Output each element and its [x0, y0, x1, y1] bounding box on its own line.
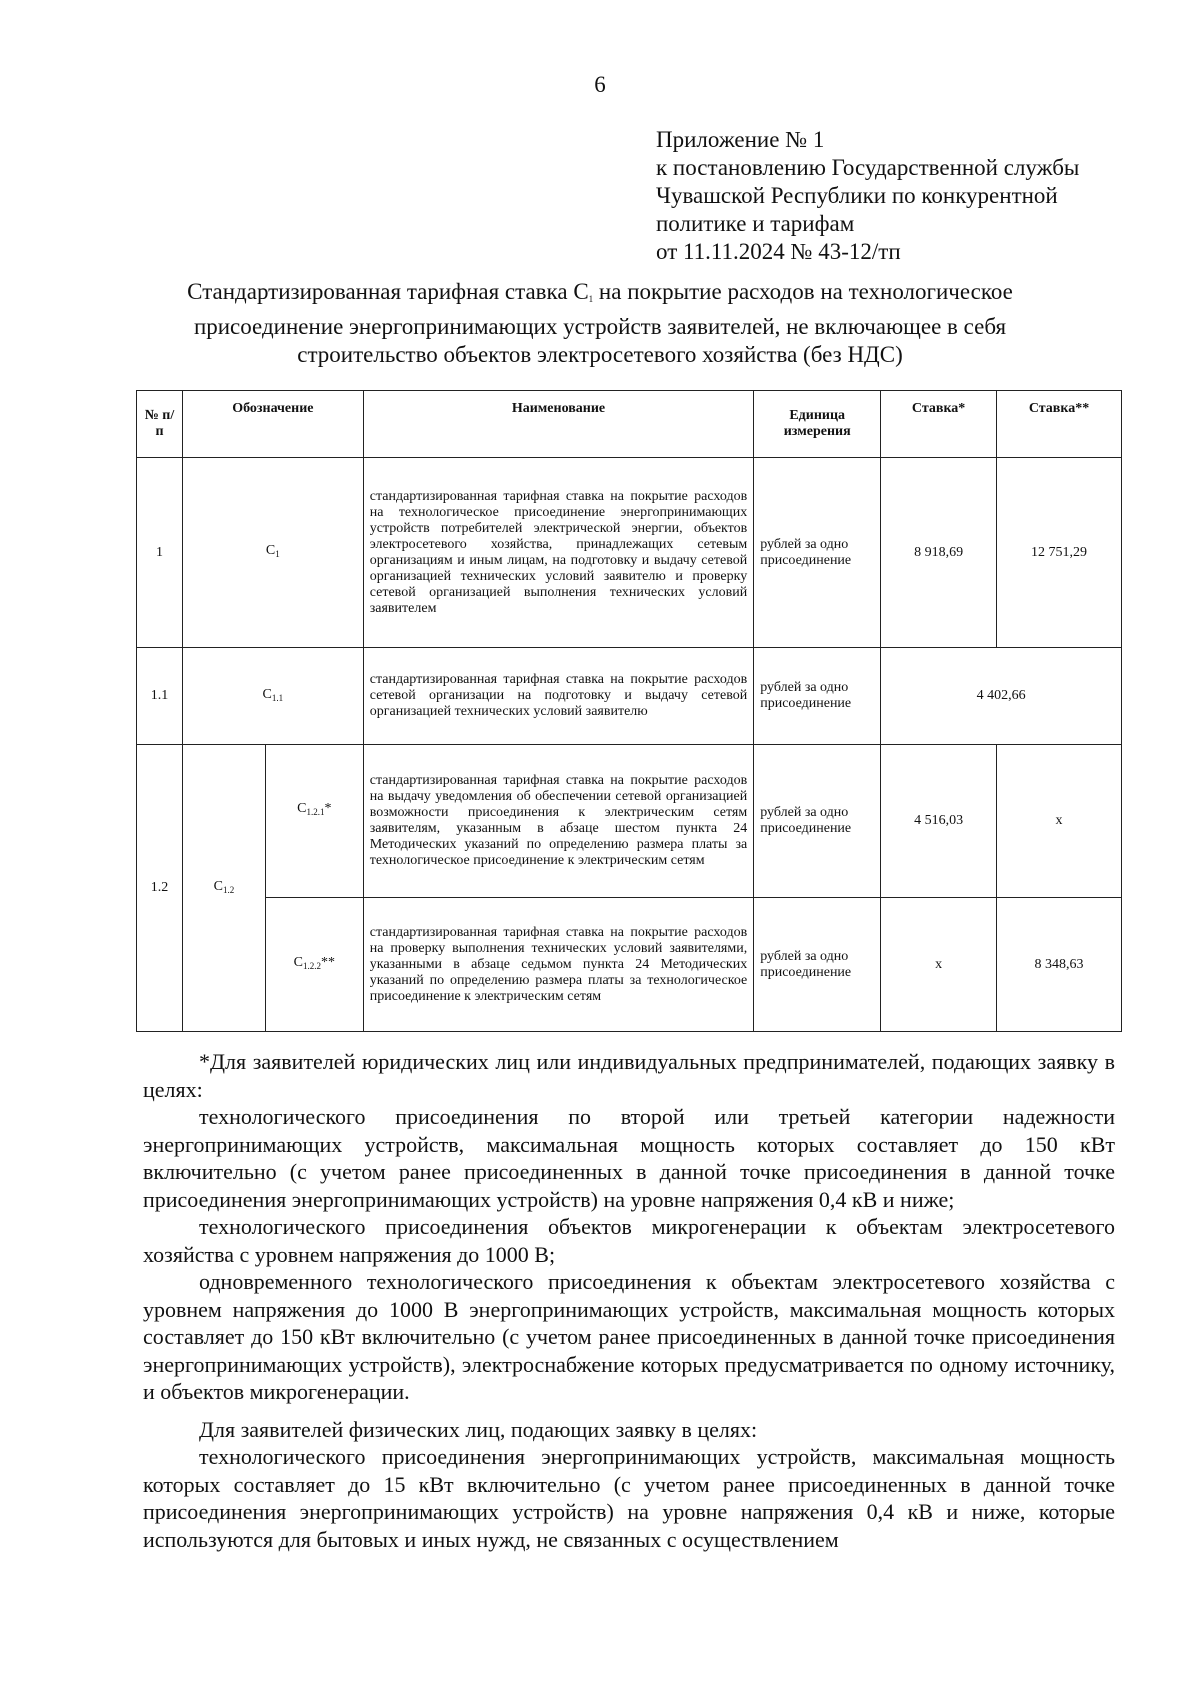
row-description: стандартизированная тарифная ставка на покрытие расходов сетевой организации на подготовку и выдачу сетевой организацией технических условий заявителю	[363, 648, 753, 745]
note-paragraph: технологического присоединения энергопринимающих устройств, максимальная мощность которых составляет до 15 кВт включительно (с учетом ранее присоединенных в данной точке присоединения энергопринимающих устройств) на уровне напряжения 0,4 кВ и ниже, которые используются для бытовых и иных нужд, не связанных с осуществлением	[143, 1444, 1115, 1552]
note-paragraph: Для заявителей физических лиц, подающих заявку в целях:	[199, 1416, 758, 1442]
header-rate1: Ставка*	[881, 391, 997, 458]
code-letter: С	[262, 686, 272, 702]
table-row	[137, 898, 1122, 1032]
table-row	[137, 458, 1122, 648]
table-header-row	[137, 391, 1122, 458]
row-rate-merged: 4 402,66	[881, 648, 1122, 745]
appendix-line: Чувашской Республики по конкурентной	[656, 183, 1058, 208]
header-unit: Единица измерения	[754, 391, 881, 458]
subrow-code	[265, 898, 363, 1032]
code-letter: С	[265, 543, 276, 558]
row-rate2: x	[997, 745, 1122, 898]
header-rate2: Ставка**	[997, 391, 1122, 458]
code-asterisk: *	[324, 801, 332, 816]
row-unit: рублей за одно присоединение	[754, 458, 881, 648]
code-subscript: 1.1	[271, 692, 284, 703]
footnotes	[143, 1048, 1115, 1553]
subrow-code	[265, 745, 363, 898]
header-designation: Обозначение	[182, 391, 363, 458]
code-letter: С	[213, 878, 223, 894]
row-description: стандартизированная тарифная ставка на покрытие расходов на технологическое присоединение энергопринимающих устройств потребителей электрической энергии, объектов электросетевого хозяйства, принадлежащих сетевым организациям и иным лицам, на подготовку и выдачу сетевой организацией технических условий заявителю и проверку сетевой организацией выполнения технических условий заявителем	[363, 458, 753, 648]
header-name: Наименование	[363, 391, 753, 458]
appendix-header	[656, 126, 1079, 266]
note-paragraph: технологического присоединения по второй или третьей категории надежности энергопринимающих устройств, максимальная мощность которых составляет до 150 кВт включительно (с учетом ранее присоединенных в данной точке присоединения в данной точке присоединения энергопринимающих устройств) на уровне напряжения 0,4 кВ и ниже;	[143, 1104, 1115, 1212]
note-paragraph: технологического присоединения объектов микрогенерации к объектам электросетевого хозяйства с уровнем напряжения до 1000 В;	[143, 1214, 1115, 1267]
code-letter: С	[297, 801, 307, 816]
header-num: № п/п	[137, 391, 183, 458]
appendix-line: к постановлению Государственной службы	[656, 155, 1080, 180]
row-description: стандартизированная тарифная ставка на покрытие расходов на проверку выполнения технических условий заявителями, указанными в абзаце седьмом пункта 24 Методических указаний по определению размера платы за технологическое присоединение к электрическим сетям	[363, 898, 753, 1032]
row-num: 1.2	[137, 745, 183, 1032]
row-rate1: 8 918,69	[881, 458, 997, 648]
table-row	[137, 745, 1122, 898]
note-paragraph: *Для заявителей юридических лиц или индивидуальных предпринимателей, подающих заявку в целях:	[143, 1049, 1115, 1102]
page-number: 6	[594, 72, 606, 97]
appendix-line: Приложение № 1	[656, 127, 825, 152]
row-unit: рублей за одно присоединение	[754, 745, 881, 898]
code-asterisk: **	[320, 955, 335, 970]
row-code	[182, 458, 363, 648]
row-unit: рублей за одно присоединение	[754, 648, 881, 745]
row-rate2: 8 348,63	[997, 898, 1122, 1032]
title-text-continued: на покрытие расходов на технологическое присоединение энергопринимающих устройств заявителей, не включающее в себя строительство объектов электросетевого хозяйства (без НДС)	[193, 279, 1013, 367]
row-code	[182, 745, 265, 1032]
code-letter: С	[293, 955, 303, 970]
note-paragraph: одновременного технологического присоединения к объектам электросетевого хозяйства с уровнем напряжения до 1000 В энергопринимающих устройств, максимальная мощность которых составляет до 150 кВт включительно (с учетом ранее присоединенных в данной точке присоединения энергопринимающих устройств), электроснабжение которых предусматривается по одному источнику, и объектов микрогенерации.	[143, 1269, 1115, 1404]
appendix-line: от 11.11.2024 № 43-12/тп	[656, 239, 901, 264]
code-subscript: 1	[275, 549, 280, 559]
row-code	[182, 648, 363, 745]
row-num: 1	[137, 458, 183, 648]
code-subscript: 1.2.2	[302, 961, 321, 971]
table-row	[137, 648, 1122, 745]
row-rate2: 12 751,29	[997, 458, 1122, 648]
title-subscript: 1	[588, 294, 594, 304]
document-title	[150, 278, 1050, 369]
appendix-line: политике и тарифам	[656, 211, 855, 236]
row-num: 1.1	[137, 648, 183, 745]
title-text: Стандартизированная тарифная ставка С	[187, 279, 589, 304]
code-subscript: 1.2	[222, 884, 235, 895]
rates-table	[136, 390, 1122, 1032]
code-subscript: 1.2.1	[306, 807, 325, 817]
row-unit: рублей за одно присоединение	[754, 898, 881, 1032]
row-description: стандартизированная тарифная ставка на покрытие расходов на выдачу уведомления об обеспечении сетевой организацией возможности присоединения к электрическим сетям заявителям, указанным в абзаце шестом пункта 24 Методических указаний по определению размера платы за технологическое присоединение к электрическим сетям	[363, 745, 753, 898]
row-rate1: x	[881, 898, 997, 1032]
row-rate1: 4 516,03	[881, 745, 997, 898]
